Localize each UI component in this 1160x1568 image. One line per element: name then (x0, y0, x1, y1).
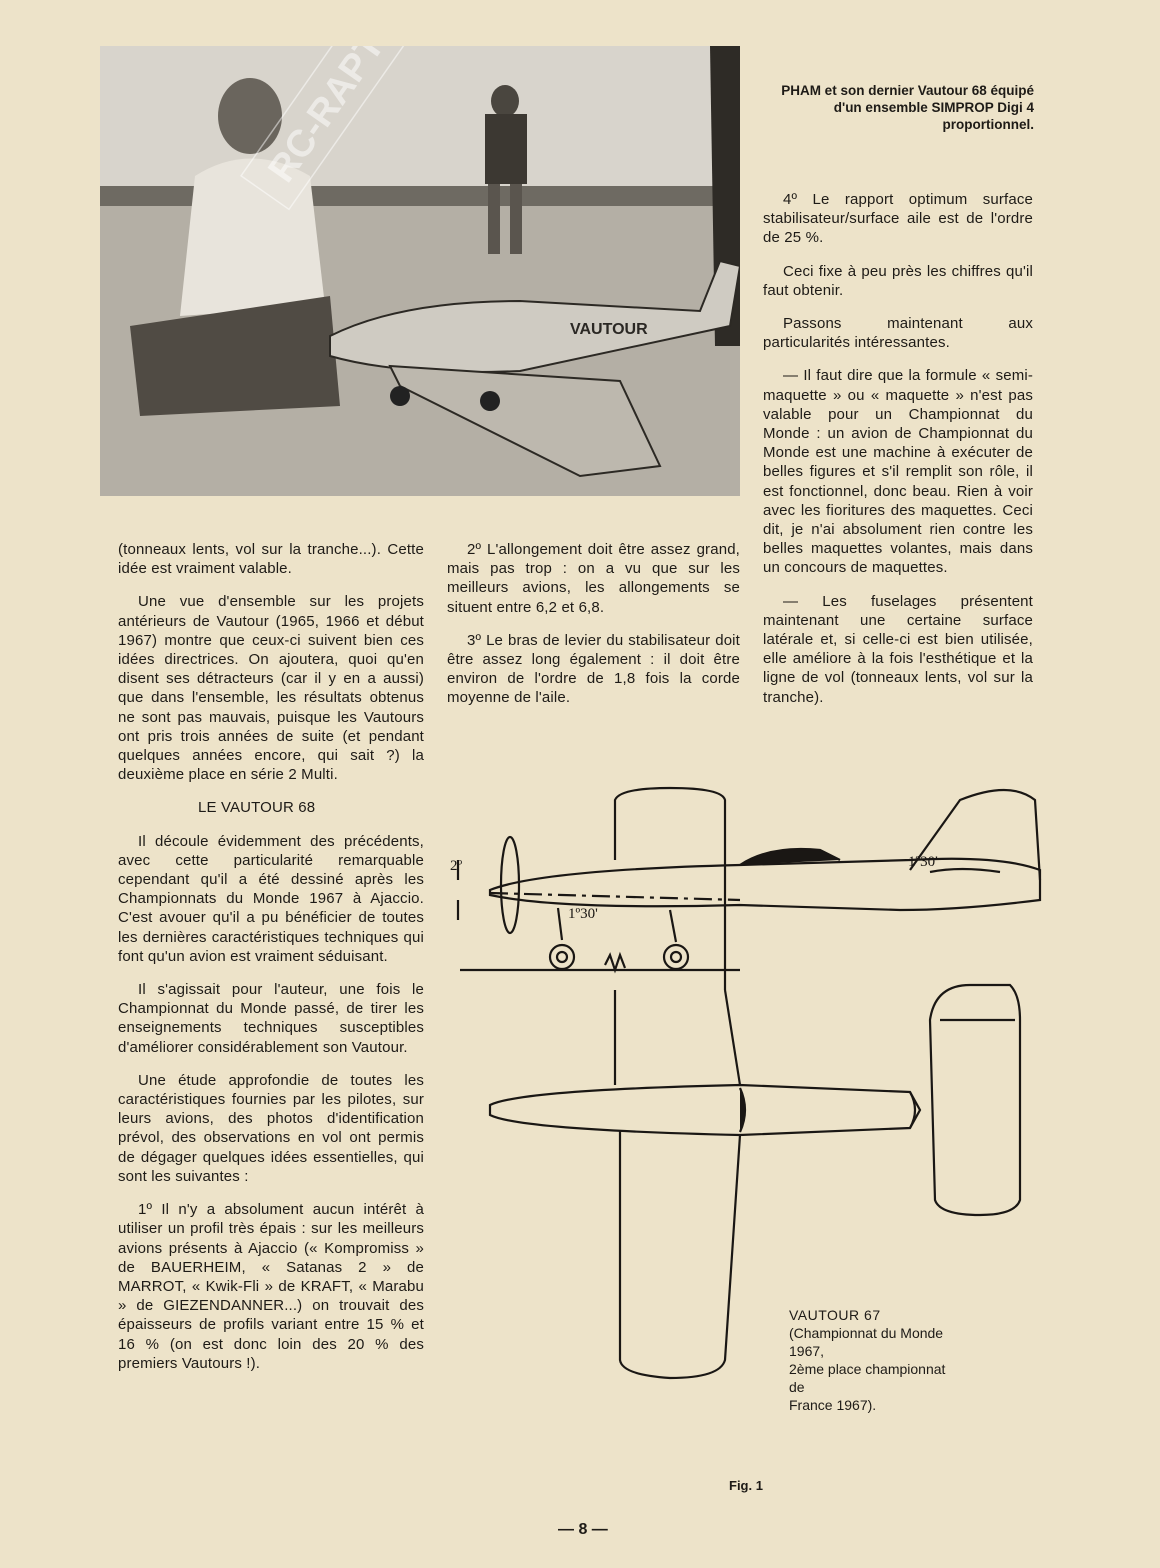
section-heading: LE VAUTOUR 68 (198, 799, 316, 817)
paragraph: 2º L'allongement doit être assez grand, mais pas trop : on a vu que sur les meilleurs avions, les allongements se situent entre 6,2 et 6,8. (447, 541, 740, 616)
paragraph: Il s'agissait pour l'auteur, une fois le Championnat du Monde passé, de tirer les enseignements techniques susceptibles d'améliorer considérablement son Vautour. (118, 981, 424, 1056)
figure-caption (789, 1306, 959, 1414)
column-1 (118, 540, 424, 1387)
paragraph: Une vue d'ensemble sur les projets antérieurs de Vautour (1965, 1966 et début 1967) montre que ceux-ci suivent bien ces idées directrices. On ajoutera, quoi qu'en disent ses détracteurs (car il y en a aussi) que dans l'ensemble, les résultats obtenus ne sont pas mauvais, puisque les Vautours ont pris trois années de suite (et pendant quelques années encore, qui sait ?) la deuxième place en série 2 Multi. (118, 593, 424, 784)
angle-wing-label: 1º30' (568, 906, 598, 922)
photo-pham-vautour (100, 46, 740, 496)
paragraph: Une étude approfondie de toutes les caractéristiques fournies par les pilotes, sur leurs avions, des photos d'identification prévol, des observations en vol ont permis de dégager quelques idées essentielles, qui sont les suivantes : (118, 1071, 424, 1185)
figure-label: Fig. 1 (729, 1478, 763, 1493)
page-number: — 8 — (558, 1521, 608, 1538)
paragraph: 3º Le bras de levier du stabilisateur doit être assez long également : il doit être environ de l'ordre de 1,8 fois la corde moyenne de l'aile. (447, 631, 740, 707)
figure-caption-line: France 1967). (789, 1397, 877, 1413)
figure-caption-line: 2ème place championnat de (789, 1361, 946, 1395)
angle-tail-label: 1º30' (908, 854, 938, 870)
angle-thrust-label: 2º (450, 858, 463, 874)
column-3 (763, 190, 1033, 721)
column-2 (447, 540, 740, 722)
aircraft-drawing (440, 760, 1080, 1460)
figure-title: VAUTOUR 67 (789, 1307, 881, 1323)
paragraph: — Il faut dire que la formule « semi-maquette » ou « maquette » n'est pas valable pour un Championnat du Monde : un avion de Championnat du Monde est une machine à exécuter de belles figures et s'il remplit son rôle, il est fonctionnel, donc beau. Rien à voir avec les fioritures des maquettes. Ceci dit, je n'ai absolument rien contre les belles maquettes volantes, mais dans un concours de maquettes. (763, 367, 1033, 577)
plane-marking: VAUTOUR (570, 321, 648, 338)
figure-caption-line: (Championnat du Monde 1967, (789, 1325, 944, 1359)
paragraph: — Les fuselages présentent maintenant une certaine surface latérale et, si celle-ci est bien utilisée, elle améliore à la fois l'esthétique et la ligne de vol (tonneaux lents, vol sur la tranche). (763, 592, 1033, 706)
paragraph: 4º Le rapport optimum surface stabilisateur/surface aile est de l'ordre de 25 %. (763, 191, 1033, 247)
paragraph: Il découle évidemment des précédents, avec cette particularité remarquable cependant qu'il a été dessiné après les Championnats du Monde 1967 à Ajaccio. C'est avouer qu'il a pu bénéficier de toutes les dernières caractéristiques techniques qui font qu'un avion est vraiment séduisant. (118, 832, 424, 965)
paragraph: (tonneaux lents, vol sur la tranche...). Cette idée est vraiment valable. (118, 541, 424, 578)
paragraph: Ceci fixe à peu près les chiffres qu'il faut obtenir. (763, 262, 1033, 299)
photo-caption: PHAM et son dernier Vautour 68 équipé d'un ensemble SIMPROP Digi 4 proportionnel. (781, 83, 1034, 132)
paragraph: Passons maintenant aux particularités intéressantes. (763, 315, 1033, 352)
paragraph: 1º Il n'y a absolument aucun intérêt à utiliser un profil très épais : sur les meilleurs avions présents à Ajaccio (« Kompromiss » de BAUERHEIM, « Satanas 2 » de MARROT, « Kwik-Fli » de KRAFT, « Marabu » de GIEZENDANNER...) on trouvait des épaisseurs de profils variant entre 15 % et 16 % (on est donc loin des 20 % des premiers Vautours !). (118, 1201, 424, 1372)
